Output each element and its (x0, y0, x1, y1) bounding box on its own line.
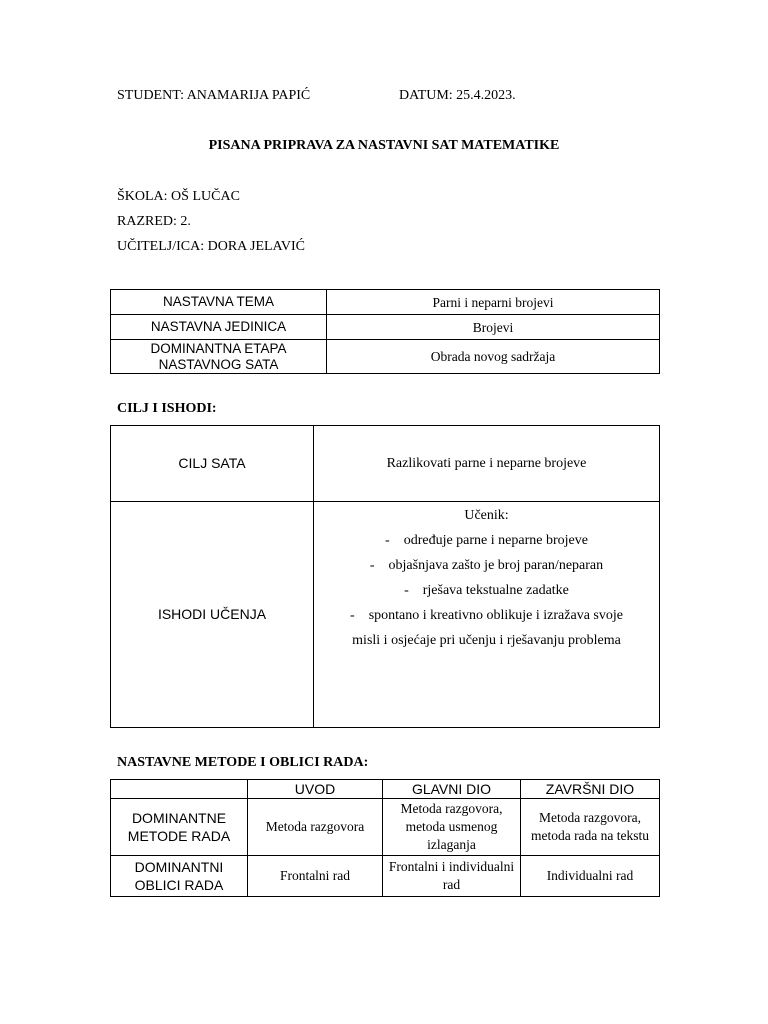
info-value: Parni i neparni brojevi (327, 290, 660, 315)
table-row (111, 340, 660, 374)
outcome-text: rješava tekstualne zadatke (422, 583, 569, 598)
student-name: STUDENT: ANAMARIJA PAPIĆ (117, 88, 311, 103)
row-label: DOMINANTNI OBLICI RADA (111, 856, 248, 897)
lesson-info-table (110, 289, 660, 374)
goals-heading: CILJ I ISHODI: (117, 401, 217, 416)
outcome-text: spontano i kreativno oblikuje i izražava svoje misli i osjećaje pri učenju i rješavanju problema (352, 608, 623, 648)
outcomes-list (314, 528, 659, 653)
outcome-text: određuje parne i neparne brojeve (403, 533, 588, 548)
list-item (314, 528, 659, 553)
outcomes-cell (314, 502, 660, 728)
info-label: NASTAVNA TEMA (111, 290, 327, 315)
row-label: DOMINANTNE METODE RADA (111, 799, 248, 856)
school: ŠKOLA: OŠ LUČAC (117, 189, 240, 204)
dash-bullet: - (404, 583, 409, 598)
info-label: NASTAVNA JEDINICA (111, 315, 327, 340)
table-cell: Frontalni rad (248, 856, 383, 897)
corner-cell (111, 780, 248, 799)
goal-value: Razlikovati parne i neparne brojeve (314, 426, 660, 502)
grade: RAZRED: 2. (117, 214, 191, 229)
table-row (111, 780, 660, 799)
table-row (111, 315, 660, 340)
column-header: UVOD (248, 780, 383, 799)
table-row (111, 502, 660, 728)
methods-heading: NASTAVNE METODE I OBLICI RADA: (117, 755, 369, 770)
column-header: GLAVNI DIO (383, 780, 521, 799)
methods-table (110, 779, 660, 897)
dash-bullet: - (350, 608, 355, 623)
outcomes-label: ISHODI UČENJA (111, 502, 314, 728)
outcome-text: objašnjava zašto je broj paran/neparan (388, 558, 604, 573)
date: DATUM: 25.4.2023. (399, 88, 516, 103)
outcomes-intro: Učenik: (464, 508, 509, 523)
table-row (111, 856, 660, 897)
goal-label: CILJ SATA (111, 426, 314, 502)
teacher: UČITELJ/ICA: DORA JELAVIĆ (117, 239, 305, 254)
column-header: ZAVRŠNI DIO (521, 780, 660, 799)
dash-bullet: - (369, 558, 375, 573)
table-cell: Metoda razgovora, metoda usmenog izlaganja (383, 799, 521, 856)
info-value: Obrada novog sadržaja (327, 340, 660, 374)
info-label: DOMINANTNA ETAPA NASTAVNOG SATA (111, 340, 327, 374)
goals-table (110, 425, 660, 728)
info-value: Brojevi (327, 315, 660, 340)
list-item (314, 553, 659, 578)
table-row (111, 426, 660, 502)
page-title: PISANA PRIPRAVA ZA NASTAVNI SAT MATEMATIKE (208, 138, 560, 153)
table-cell: Metoda razgovora, metoda rada na tekstu (521, 799, 660, 856)
table-row (111, 799, 660, 856)
table-row (111, 290, 660, 315)
table-cell: Frontalni i individualni rad (383, 856, 521, 897)
list-item (314, 603, 659, 653)
table-cell: Metoda razgovora (248, 799, 383, 856)
dash-bullet: - (385, 533, 390, 548)
table-cell: Individualni rad (521, 856, 660, 897)
list-item (314, 578, 659, 603)
